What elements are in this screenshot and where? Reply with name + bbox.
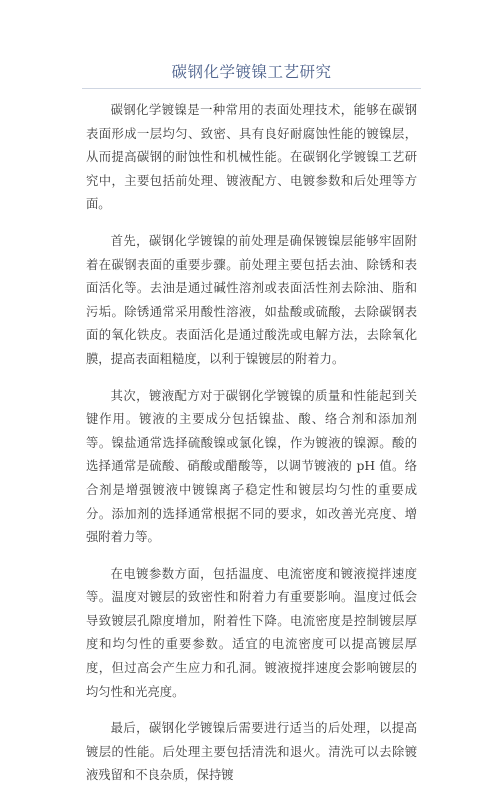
paragraph-post-treatment: 最后，碳钢化学镀镍后需要进行适当的后处理，以提高镀层的性能。后处理主要包括清洗和退火。清洗可以去除镀液残留和不良杂质，保持镀: [86, 721, 417, 783]
document-title: 碳钢化学镀镍工艺研究: [171, 63, 332, 81]
paragraph-bath-formula: 其次，镀液配方对于碳钢化学镀镍的质量和性能起到关键作用。镀液的主要成分包括镍盐、酸、络合剂和添加剂等。镍盐通常选择硫酸镍或氯化镍，作为镀液的镍源。酸的选择通常是硫酸、硝酸或醋酸等，以调节镀液的 pH 值。络合剂是增强镀液中镀镍离子稳定性和镀层均匀性的重要成分。添加剂的选择通常根据不同的要求，如改善光亮度、增强附着力等。: [86, 388, 417, 545]
paragraph-pretreatment: 首先，碳钢化学镀镍的前处理是确保镀镍层能够牢固附着在碳钢表面的重要步骤。前处理主要包括去油、除锈和表面活化等。去油是通过碱性溶剂或表面活性剂去除油、脂和污垢。除锈通常采用酸性溶液，如盐酸或硫酸，去除碳钢表面的氧化铁皮。表面活化是通过酸洗或电解方法，去除氧化膜，提高表面粗糙度，以利于镍镀层的附着力。: [86, 233, 417, 366]
title-divider: [82, 88, 421, 89]
paragraph-intro: 碳钢化学镀镍是一种常用的表面处理技术，能够在碳钢表面形成一层均匀、致密、具有良好耐腐蚀性能的镀镍层，从而提高碳钢的耐蚀性和机械性能。在碳钢化学镀镍工艺研究中，主要包括前处理、镀液配方、电镀参数和后处理等方面。: [86, 103, 417, 212]
paragraph-plating-parameters: 在电镀参数方面，包括温度、电流密度和镀液搅拌速度等。温度对镀层的致密性和附着力有重要影响。温度过低会导致镀层孔隙度增加，附着性下降。电流密度是控制镀层厚度和均匀性的重要参数。适宜的电流密度可以提高镀层厚度，但过高会产生应力和孔洞。镀液搅拌速度会影响镀层的均匀性和光亮度。: [86, 566, 417, 699]
